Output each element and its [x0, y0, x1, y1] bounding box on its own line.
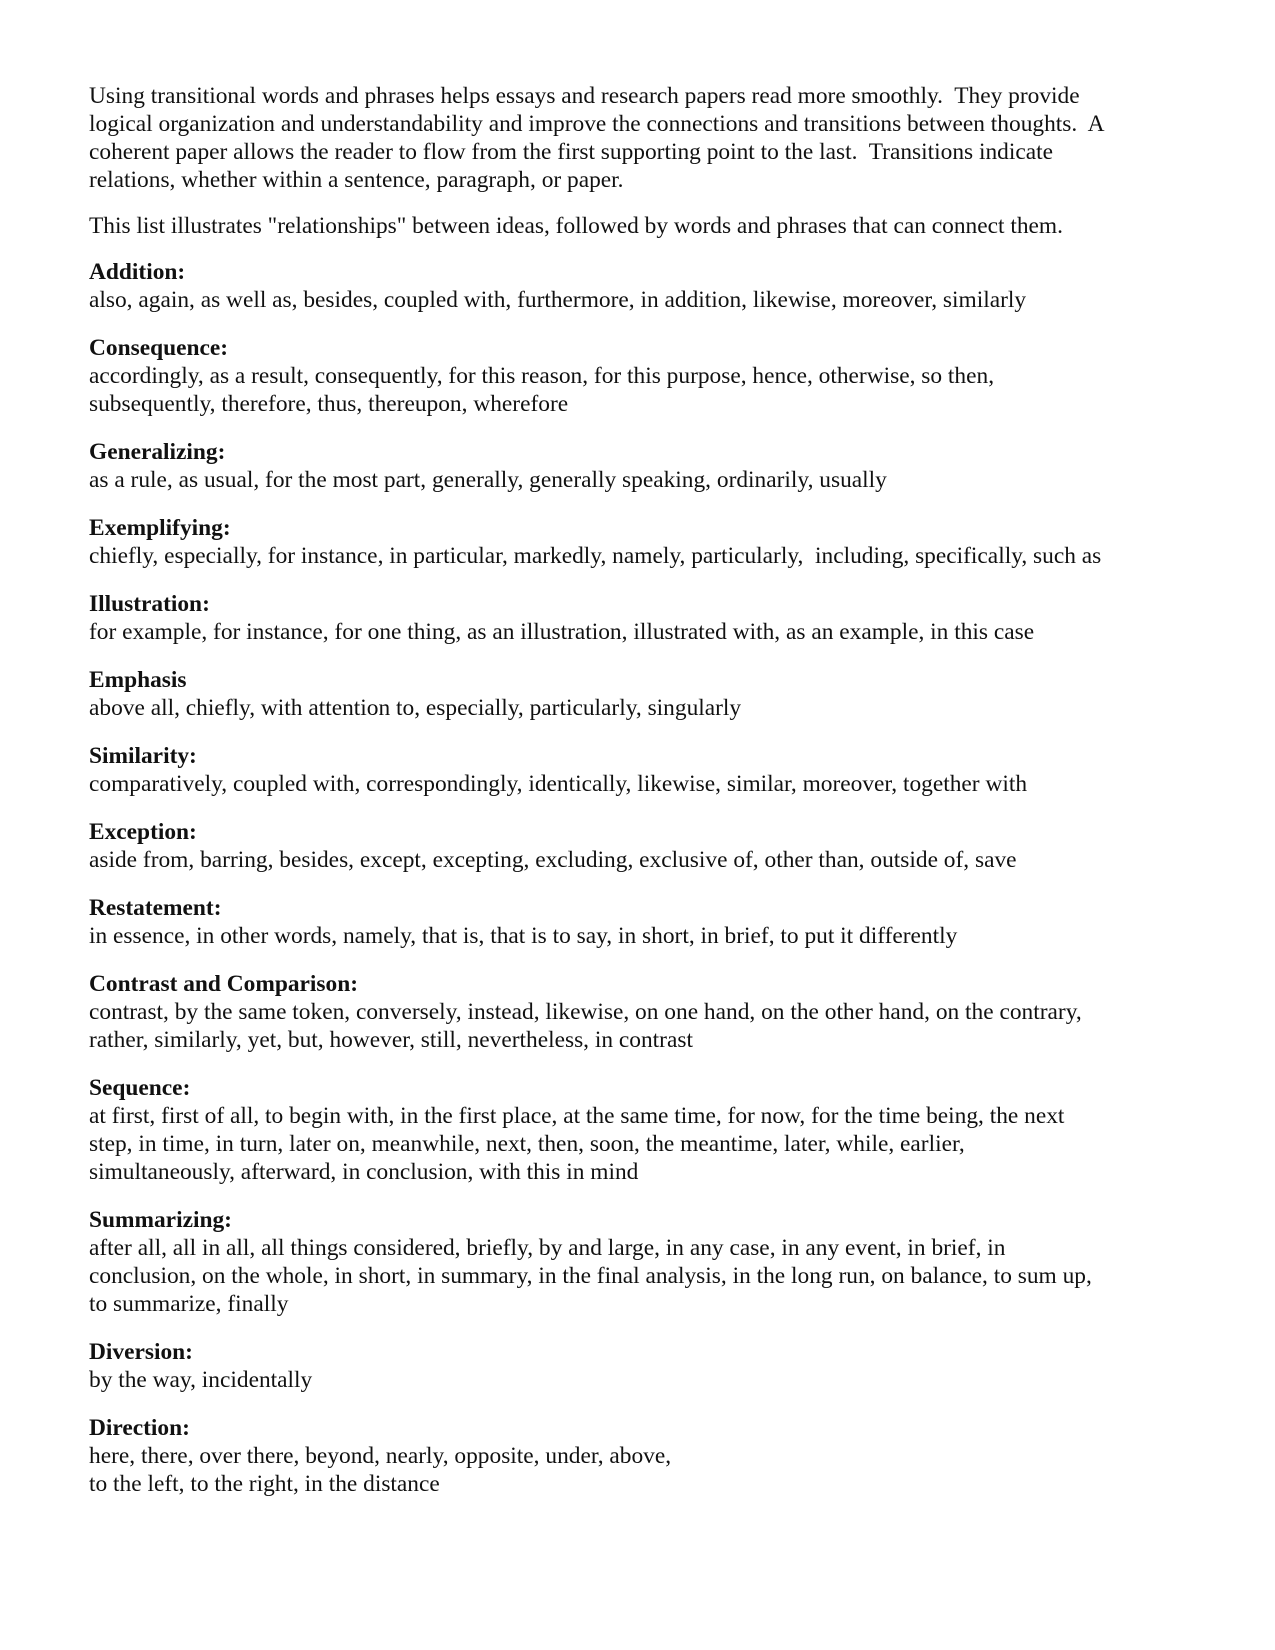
section-words-line: in essence, in other words, namely, that is, that is to say, in short, in brief, to put it differently — [89, 923, 958, 949]
transition-sections — [89, 258, 1209, 1498]
transition-section — [89, 1074, 1209, 1186]
section-words-line: above all, chiefly, with attention to, especially, particularly, singularly — [89, 695, 742, 721]
transition-section — [89, 894, 1209, 950]
section-words-line: accordingly, as a result, consequently, for this reason, for this purpose, hence, otherwise, so then, — [89, 363, 995, 389]
section-heading: Summarizing: — [89, 1207, 232, 1233]
section-words-line: here, there, over there, beyond, nearly, opposite, under, above, — [89, 1443, 672, 1469]
section-heading: Exception: — [89, 819, 197, 845]
section-heading: Diversion: — [89, 1339, 193, 1365]
transition-section — [89, 1206, 1209, 1318]
transition-section — [89, 666, 1209, 722]
transition-section — [89, 334, 1209, 418]
transition-section — [89, 818, 1209, 874]
section-heading: Emphasis — [89, 667, 187, 693]
section-words-line: to the left, to the right, in the distance — [89, 1471, 440, 1497]
transition-section — [89, 1414, 1209, 1498]
transition-section — [89, 590, 1209, 646]
section-words-line: conclusion, on the whole, in short, in summary, in the final analysis, in the long run, on balance, to sum up, — [89, 1263, 1092, 1289]
list-note-paragraph — [89, 212, 1209, 240]
section-words-line: rather, similarly, yet, but, however, still, nevertheless, in contrast — [89, 1027, 693, 1053]
section-heading: Contrast and Comparison: — [89, 971, 359, 997]
section-words-line: as a rule, as usual, for the most part, generally, generally speaking, ordinarily, usually — [89, 467, 887, 493]
section-words-line: at first, first of all, to begin with, in the first place, at the same time, for now, for the time being, the next — [89, 1103, 1065, 1129]
intro-line: relations, whether within a sentence, paragraph, or paper. — [89, 167, 624, 193]
list-note-line: This list illustrates "relationships" between ideas, followed by words and phrases that can connect them. — [89, 213, 1063, 239]
transition-section — [89, 1338, 1209, 1394]
intro-line: coherent paper allows the reader to flow from the first supporting point to the last. Transitions indicate — [89, 139, 1054, 165]
transition-section — [89, 438, 1209, 494]
section-heading: Exemplifying: — [89, 515, 231, 541]
intro-line: Using transitional words and phrases helps essays and research papers read more smoothly. They provide — [89, 83, 1080, 109]
section-words-line: for example, for instance, for one thing, as an illustration, illustrated with, as an example, in this case — [89, 619, 1035, 645]
section-words-line: contrast, by the same token, conversely, instead, likewise, on one hand, on the other hand, on the contrary, — [89, 999, 1082, 1025]
section-words-line: to summarize, finally — [89, 1291, 289, 1317]
section-heading: Generalizing: — [89, 439, 226, 465]
section-words-line: also, again, as well as, besides, coupled with, furthermore, in addition, likewise, moreover, similarly — [89, 287, 1027, 313]
intro-paragraph — [89, 82, 1209, 194]
section-words-line: aside from, barring, besides, except, excepting, excluding, exclusive of, other than, outside of, save — [89, 847, 1017, 873]
section-heading: Similarity: — [89, 743, 197, 769]
intro-line: logical organization and understandability and improve the connections and transitions between thoughts. A — [89, 111, 1105, 137]
section-words-line: step, in time, in turn, later on, meanwhile, next, then, soon, the meantime, later, while, earlier, — [89, 1131, 965, 1157]
section-heading: Sequence: — [89, 1075, 191, 1101]
section-heading: Consequence: — [89, 335, 229, 361]
section-heading: Addition: — [89, 259, 186, 285]
section-words-line: by the way, incidentally — [89, 1367, 313, 1393]
transition-section — [89, 742, 1209, 798]
transition-section — [89, 514, 1209, 570]
document-page — [89, 82, 1209, 1518]
transition-section — [89, 258, 1209, 314]
section-heading: Restatement: — [89, 895, 222, 921]
section-words-line: after all, all in all, all things considered, briefly, by and large, in any case, in any event, in brief, in — [89, 1235, 1006, 1261]
section-heading: Illustration: — [89, 591, 210, 617]
section-words-line: chiefly, especially, for instance, in particular, markedly, namely, particularly, including, specifically, such as — [89, 543, 1102, 569]
section-words-line: comparatively, coupled with, correspondingly, identically, likewise, similar, moreover, together with — [89, 771, 1028, 797]
transition-section — [89, 970, 1209, 1054]
section-words-line: subsequently, therefore, thus, thereupon, wherefore — [89, 391, 569, 417]
section-heading: Direction: — [89, 1415, 190, 1441]
section-words-line: simultaneously, afterward, in conclusion, with this in mind — [89, 1159, 639, 1185]
